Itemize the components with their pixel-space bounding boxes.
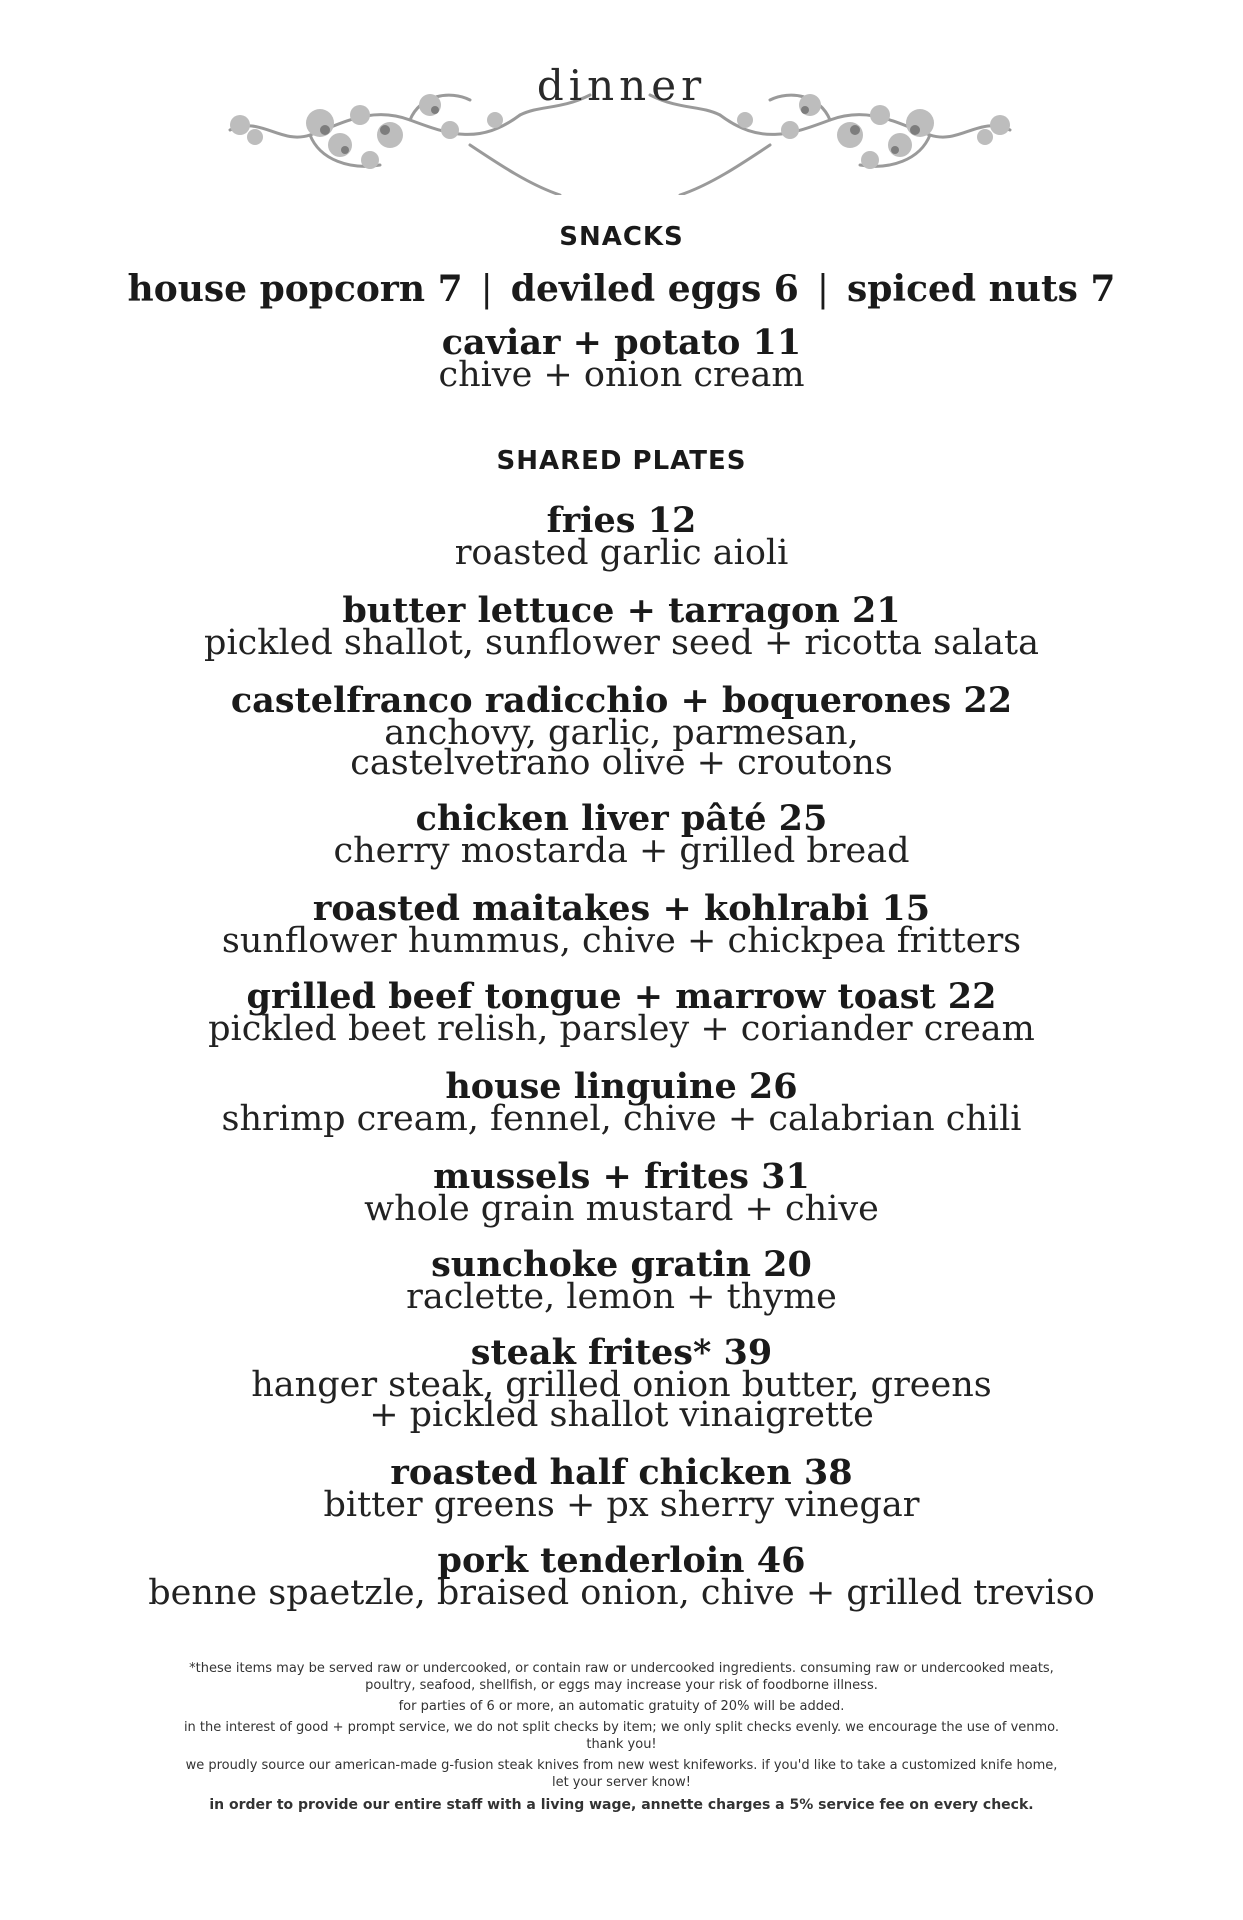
item-name: mussels + frites 31 bbox=[433, 1156, 810, 1197]
menu-title: dinner bbox=[536, 61, 707, 110]
menu-header bbox=[0, 55, 1243, 205]
item-description: whole grain mustard + chive bbox=[364, 1189, 879, 1229]
item-description: + pickled shallot vinaigrette bbox=[369, 1395, 874, 1435]
menu-item bbox=[0, 1332, 1243, 1435]
item-description: bitter greens + px sherry vinegar bbox=[323, 1485, 920, 1525]
item-description: anchovy, garlic, parmesan, bbox=[384, 713, 859, 753]
snacks-line bbox=[0, 268, 1243, 310]
snack-separator: | bbox=[816, 269, 829, 310]
menu-item bbox=[0, 680, 1243, 783]
item-name: sunchoke gratin 20 bbox=[431, 1244, 812, 1285]
menu-item bbox=[0, 590, 1243, 663]
menu-item bbox=[0, 1066, 1243, 1139]
item-name: chicken liver pâté 25 bbox=[415, 798, 828, 839]
item-description: cherry mostarda + grilled bread bbox=[333, 831, 910, 871]
item-description: sunflower hummus, chive + chickpea fritters bbox=[221, 921, 1022, 961]
item-description: pickled shallot, sunflower seed + ricotta salata bbox=[204, 623, 1039, 663]
item-description: raclette, lemon + thyme bbox=[406, 1277, 837, 1317]
snack-item: house popcorn 7 bbox=[127, 268, 463, 310]
item-description: shrimp cream, fennel, chive + calabrian chili bbox=[221, 1099, 1022, 1139]
item-description: hanger steak, grilled onion butter, greens bbox=[251, 1365, 992, 1405]
menu-item bbox=[0, 1540, 1243, 1613]
item-name: pork tenderloin 46 bbox=[437, 1540, 806, 1581]
item-name: grilled beef tongue + marrow toast 22 bbox=[246, 976, 997, 1017]
item-description: pickled beet relish, parsley + coriander cream bbox=[208, 1009, 1035, 1049]
snack-item: spiced nuts 7 bbox=[846, 268, 1116, 310]
gratuity-note: for parties of 6 or more, an automatic gratuity of 20% will be added. bbox=[398, 1699, 845, 1714]
snack-item: deviled eggs 6 bbox=[510, 268, 799, 310]
menu-item bbox=[0, 1452, 1243, 1525]
item-description: benne spaetzle, braised onion, chive + grilled treviso bbox=[148, 1573, 1095, 1613]
menu-item bbox=[0, 1244, 1243, 1317]
menu-item bbox=[0, 1156, 1243, 1229]
item-name: roasted maitakes + kohlrabi 15 bbox=[312, 888, 931, 929]
knives-note: we proudly source our american-made g-fusion steak knives from new west knifeworks. if you'd like to take a customized knife home, let your server know! bbox=[185, 1758, 1058, 1790]
menu-item bbox=[0, 888, 1243, 961]
item-name: steak frites* 39 bbox=[470, 1332, 773, 1373]
item-name: house linguine 26 bbox=[445, 1066, 798, 1107]
item-name: caviar + potato 11 bbox=[441, 322, 802, 363]
menu-item bbox=[0, 500, 1243, 573]
service-fee-note: in order to provide our entire staff with a living wage, annette charges a 5% service fee on every check. bbox=[209, 1797, 1034, 1813]
raw-food-warning: *these items may be served raw or undercooked, or contain raw or undercooked ingredients. consuming raw or undercooked meats, poultry, seafood, shellfish, or eggs may increase your risk of foodborne illness. bbox=[189, 1661, 1054, 1693]
item-name: roasted half chicken 38 bbox=[390, 1452, 853, 1493]
shared-plates-heading: SHARED PLATES bbox=[496, 446, 747, 476]
split-checks-note: in the interest of good + prompt service, we do not split checks by item; we only split checks evenly. we encourage the use of venmo. thank you! bbox=[183, 1720, 1060, 1752]
item-name: castelfranco radicchio + boquerones 22 bbox=[230, 680, 1013, 721]
snacks-heading: SNACKS bbox=[559, 222, 684, 252]
menu-item bbox=[0, 976, 1243, 1049]
item-name: butter lettuce + tarragon 21 bbox=[342, 590, 901, 631]
item-description: chive + onion cream bbox=[438, 355, 805, 395]
item-description: roasted garlic aioli bbox=[454, 533, 789, 573]
snack-separator: | bbox=[480, 269, 493, 310]
menu-item bbox=[0, 798, 1243, 871]
menu-footer bbox=[180, 1660, 1063, 1818]
item-name: fries 12 bbox=[546, 500, 697, 541]
menu-item-caviar bbox=[0, 322, 1243, 395]
item-description: castelvetrano olive + croutons bbox=[350, 743, 893, 783]
